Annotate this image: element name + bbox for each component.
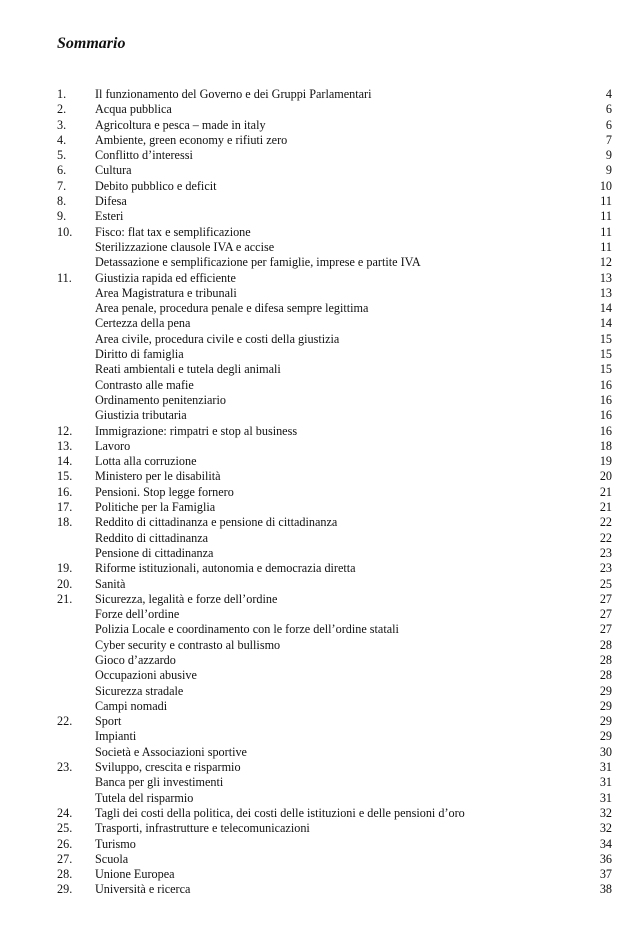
toc-entry-label: Agricoltura e pesca – made in italy (95, 117, 266, 132)
toc-entry[interactable] (57, 102, 612, 117)
toc-entry-page: 6 (605, 117, 612, 132)
toc-entry-page: 32 (599, 805, 612, 820)
toc-entry-label: Ambiente, green economy e rifiuti zero (95, 132, 288, 147)
toc-entry-page: 23 (599, 545, 612, 560)
toc-entry-label: Ministero per le disabilità (95, 469, 221, 484)
toc-entry-label: Scuola (95, 851, 129, 866)
toc-entry-label: Area civile, procedura civile e costi della giustizia (95, 331, 340, 346)
toc-entry-page: 27 (599, 622, 612, 637)
toc-entry-label: Sicurezza stradale (95, 683, 184, 698)
toc-entry-label: Sanità (95, 576, 126, 591)
toc-entry-label: Pensioni. Stop legge fornero (95, 484, 234, 499)
toc-entry[interactable] (57, 668, 612, 683)
toc-entry-page: 37 (599, 867, 612, 882)
toc-entry-label: Cyber security e contrasto al bullismo (95, 637, 281, 652)
toc-entry-number: 3. (57, 117, 67, 132)
page-title: Sommario (57, 35, 126, 52)
toc-entry-label: Difesa (95, 194, 127, 209)
toc-entry-page: 4 (605, 87, 612, 101)
toc-entry-number: 24. (57, 805, 73, 820)
toc-entry-label: Ordinamento penitenziario (95, 392, 226, 407)
toc-entry[interactable] (57, 209, 612, 224)
toc-entry-page: 28 (599, 668, 612, 683)
toc-entry-label: Unione Europea (95, 867, 175, 882)
toc-entry-label: Giustizia rapida ed efficiente (95, 270, 236, 285)
toc-entry[interactable] (57, 362, 612, 377)
toc-entry-label: Università e ricerca (95, 882, 191, 897)
toc-entry[interactable] (57, 607, 612, 622)
toc-entry-number: 15. (57, 469, 73, 484)
toc-entry-label: Tutela del risparmio (95, 790, 194, 805)
toc-entry-number: 9. (57, 209, 67, 224)
toc-entry[interactable] (57, 882, 612, 897)
toc-entry-label: Debito pubblico e deficit (95, 178, 217, 193)
toc-entry[interactable] (57, 163, 612, 178)
toc-entry-page: 6 (605, 102, 612, 117)
toc-entry[interactable] (57, 515, 612, 530)
toc-entry[interactable] (57, 622, 612, 637)
toc-entry-label: Area Magistratura e tribunali (95, 285, 237, 300)
toc-entry-page: 27 (599, 607, 612, 622)
toc-entry-page: 9 (605, 163, 612, 178)
toc-entry-page: 16 (599, 423, 612, 438)
toc-entry[interactable] (57, 760, 612, 775)
toc-entry[interactable] (57, 87, 612, 102)
toc-entry[interactable] (57, 821, 612, 836)
toc-entry[interactable] (57, 791, 612, 806)
toc-entry[interactable] (57, 255, 612, 270)
toc-entry[interactable] (57, 286, 612, 301)
toc-entry[interactable] (57, 729, 612, 744)
toc-entry-label: Riforme istituzionali, autonomia e democrazia diretta (95, 561, 356, 576)
toc-entry-page: 28 (599, 637, 612, 652)
toc-entry-number: 10. (57, 224, 73, 239)
toc-entry-label: Forze dell’ordine (95, 607, 180, 622)
toc-entry-number: 17. (57, 500, 73, 515)
toc-entry-number: 26. (57, 836, 73, 851)
toc-entry-page: 38 (599, 882, 612, 897)
toc-entry[interactable] (57, 500, 612, 515)
toc-entry-label: Tagli dei costi della politica, dei costi delle istituzioni e delle pensioni d’oro (95, 805, 465, 820)
toc-entry[interactable] (57, 194, 612, 209)
toc-entry-page: 16 (599, 392, 612, 407)
toc-entry-label: Reddito di cittadinanza (95, 530, 209, 545)
toc-entry-label: Lotta alla corruzione (95, 454, 197, 469)
toc-entry-page: 9 (605, 148, 612, 163)
toc-entry-page: 28 (599, 652, 612, 667)
toc-entry-label: Lavoro (95, 438, 131, 453)
toc-entry[interactable] (57, 577, 612, 592)
toc-entry-number: 20. (57, 576, 73, 591)
toc-entry[interactable] (57, 561, 612, 576)
toc-entry-number: 13. (57, 438, 73, 453)
toc-entry[interactable] (57, 806, 612, 821)
toc-entry-page: 29 (599, 714, 612, 729)
toc-entry[interactable] (57, 240, 612, 255)
toc-entry-page: 36 (599, 851, 612, 866)
toc-entry-number: 19. (57, 561, 73, 576)
toc-entry-page: 19 (599, 454, 612, 469)
toc-entry-label: Immigrazione: rimpatri e stop al business (95, 423, 298, 438)
toc-entry-page: 22 (599, 530, 612, 545)
toc-entry-label: Pensione di cittadinanza (95, 545, 214, 560)
toc-entry-page: 11 (600, 194, 612, 209)
toc-entry[interactable] (57, 531, 612, 546)
table-of-contents (57, 87, 612, 898)
toc-entry-number: 23. (57, 760, 73, 775)
toc-entry-page: 10 (599, 178, 612, 193)
toc-entry[interactable] (57, 393, 612, 408)
toc-entry-label: Sport (95, 714, 122, 729)
toc-entry-page: 15 (599, 331, 612, 346)
toc-entry-label: Diritto di famiglia (95, 347, 184, 362)
toc-entry-number: 28. (57, 867, 73, 882)
toc-entry-page: 15 (599, 362, 612, 377)
toc-entry[interactable] (57, 439, 612, 454)
toc-entry-number: 6. (57, 163, 67, 178)
toc-entry-label: Turismo (95, 836, 136, 851)
toc-entry-page: 20 (599, 469, 612, 484)
toc-entry-number: 18. (57, 515, 73, 530)
toc-entry-label: Area penale, procedura penale e difesa sempre legittima (95, 301, 369, 316)
toc-entry-page: 25 (599, 576, 612, 591)
toc-entry[interactable] (57, 347, 612, 362)
toc-entry-label: Acqua pubblica (95, 102, 172, 117)
toc-entry[interactable] (57, 225, 612, 240)
toc-entry[interactable] (57, 837, 612, 852)
toc-entry[interactable] (57, 745, 612, 760)
toc-entry-label: Trasporti, infrastrutture e telecomunicazioni (95, 821, 310, 836)
toc-entry-label: Sterilizzazione clausole IVA e accise (95, 239, 275, 254)
toc-entry[interactable] (57, 332, 612, 347)
toc-entry[interactable] (57, 867, 612, 882)
toc-entry-page: 31 (599, 790, 612, 805)
toc-entry-number: 27. (57, 851, 73, 866)
toc-entry-number: 2. (57, 102, 67, 117)
toc-entry-number: 16. (57, 484, 73, 499)
toc-entry-page: 29 (599, 729, 612, 744)
toc-entry-page: 7 (605, 132, 612, 147)
toc-entry[interactable] (57, 424, 612, 439)
toc-entry-number: 11. (57, 270, 72, 285)
toc-entry-number: 7. (57, 178, 67, 193)
toc-entry-page: 29 (599, 698, 612, 713)
toc-entry-label: Contrasto alle mafie (95, 377, 194, 392)
toc-entry-page: 34 (599, 836, 612, 851)
toc-entry-page: 30 (599, 744, 612, 759)
toc-entry-label: Campi nomadi (95, 698, 168, 713)
toc-entry[interactable] (57, 118, 612, 133)
toc-entry-page: 15 (599, 347, 612, 362)
toc-entry[interactable] (57, 301, 612, 316)
toc-entry[interactable] (57, 316, 612, 331)
toc-entry-label: Il funzionamento del Governo e dei Gruppi Parlamentari (95, 87, 372, 101)
toc-entry-page: 23 (599, 561, 612, 576)
toc-entry-page: 18 (599, 438, 612, 453)
toc-entry-page: 31 (599, 775, 612, 790)
toc-entry[interactable] (57, 714, 612, 729)
toc-entry-label: Certezza della pena (95, 316, 191, 331)
toc-entry-number: 22. (57, 714, 73, 729)
toc-entry-page: 32 (599, 821, 612, 836)
toc-entry-label: Reddito di cittadinanza e pensione di cittadinanza (95, 515, 338, 530)
toc-entry-number: 29. (57, 882, 73, 897)
toc-entry-page: 11 (600, 239, 612, 254)
toc-entry[interactable] (57, 179, 612, 194)
toc-entry[interactable] (57, 852, 612, 867)
toc-entry-page: 21 (599, 484, 612, 499)
toc-entry-label: Società e Associazioni sportive (95, 744, 247, 759)
toc-entry-number: 1. (57, 87, 67, 101)
toc-entry-page: 27 (599, 591, 612, 606)
toc-entry-label: Gioco d’azzardo (95, 652, 176, 667)
toc-entry[interactable] (57, 271, 612, 286)
toc-entry-page: 16 (599, 408, 612, 423)
toc-entry-label: Conflitto d’interessi (95, 148, 193, 163)
toc-entry[interactable] (57, 469, 612, 484)
toc-entry[interactable] (57, 454, 612, 469)
toc-entry-label: Politiche per la Famiglia (95, 500, 216, 515)
toc-entry-label: Occupazioni abusive (95, 668, 197, 683)
toc-entry-label: Sviluppo, crescita e risparmio (95, 760, 241, 775)
toc-entry[interactable] (57, 653, 612, 668)
toc-entry[interactable] (57, 775, 612, 790)
toc-entry-page: 11 (600, 209, 612, 224)
toc-entry-label: Sicurezza, legalità e forze dell’ordine (95, 591, 278, 606)
toc-entry[interactable] (57, 684, 612, 699)
toc-entry-page: 12 (599, 255, 612, 270)
toc-entry[interactable] (57, 408, 612, 423)
toc-entry[interactable] (57, 485, 612, 500)
toc-entry[interactable] (57, 133, 612, 148)
toc-entry-label: Cultura (95, 163, 132, 178)
toc-entry-number: 4. (57, 132, 67, 147)
toc-entry-label: Esteri (95, 209, 124, 224)
toc-entry-page: 21 (599, 500, 612, 515)
toc-entry-label: Reati ambientali e tutela degli animali (95, 362, 281, 377)
toc-entry-label: Impianti (95, 729, 137, 744)
toc-entry-page: 16 (599, 377, 612, 392)
toc-entry-number: 14. (57, 454, 73, 469)
toc-entry[interactable] (57, 546, 612, 561)
toc-entry-label: Fisco: flat tax e semplificazione (95, 224, 251, 239)
toc-entry-label: Polizia Locale e coordinamento con le forze dell’ordine statali (95, 622, 399, 637)
toc-entry-number: 12. (57, 423, 73, 438)
toc-entry-page: 14 (599, 316, 612, 331)
toc-entry-label: Giustizia tributaria (95, 408, 187, 423)
toc-entry-label: Banca per gli investimenti (95, 775, 224, 790)
toc-entry-number: 5. (57, 148, 67, 163)
toc-entry[interactable] (57, 638, 612, 653)
toc-entry[interactable] (57, 148, 612, 163)
toc-entry-page: 22 (599, 515, 612, 530)
toc-entry[interactable] (57, 592, 612, 607)
toc-entry-number: 8. (57, 194, 67, 209)
toc-entry-page: 29 (599, 683, 612, 698)
toc-entry-page: 11 (600, 224, 612, 239)
toc-entry-label: Detassazione e semplificazione per famiglie, imprese e partite IVA (95, 255, 421, 270)
toc-entry-page: 31 (599, 760, 612, 775)
toc-entry[interactable] (57, 699, 612, 714)
toc-entry-page: 14 (599, 301, 612, 316)
toc-entry-page: 13 (599, 270, 612, 285)
toc-entry-number: 21. (57, 591, 73, 606)
toc-entry-number: 25. (57, 821, 73, 836)
toc-entry[interactable] (57, 378, 612, 393)
toc-entry-page: 13 (599, 285, 612, 300)
